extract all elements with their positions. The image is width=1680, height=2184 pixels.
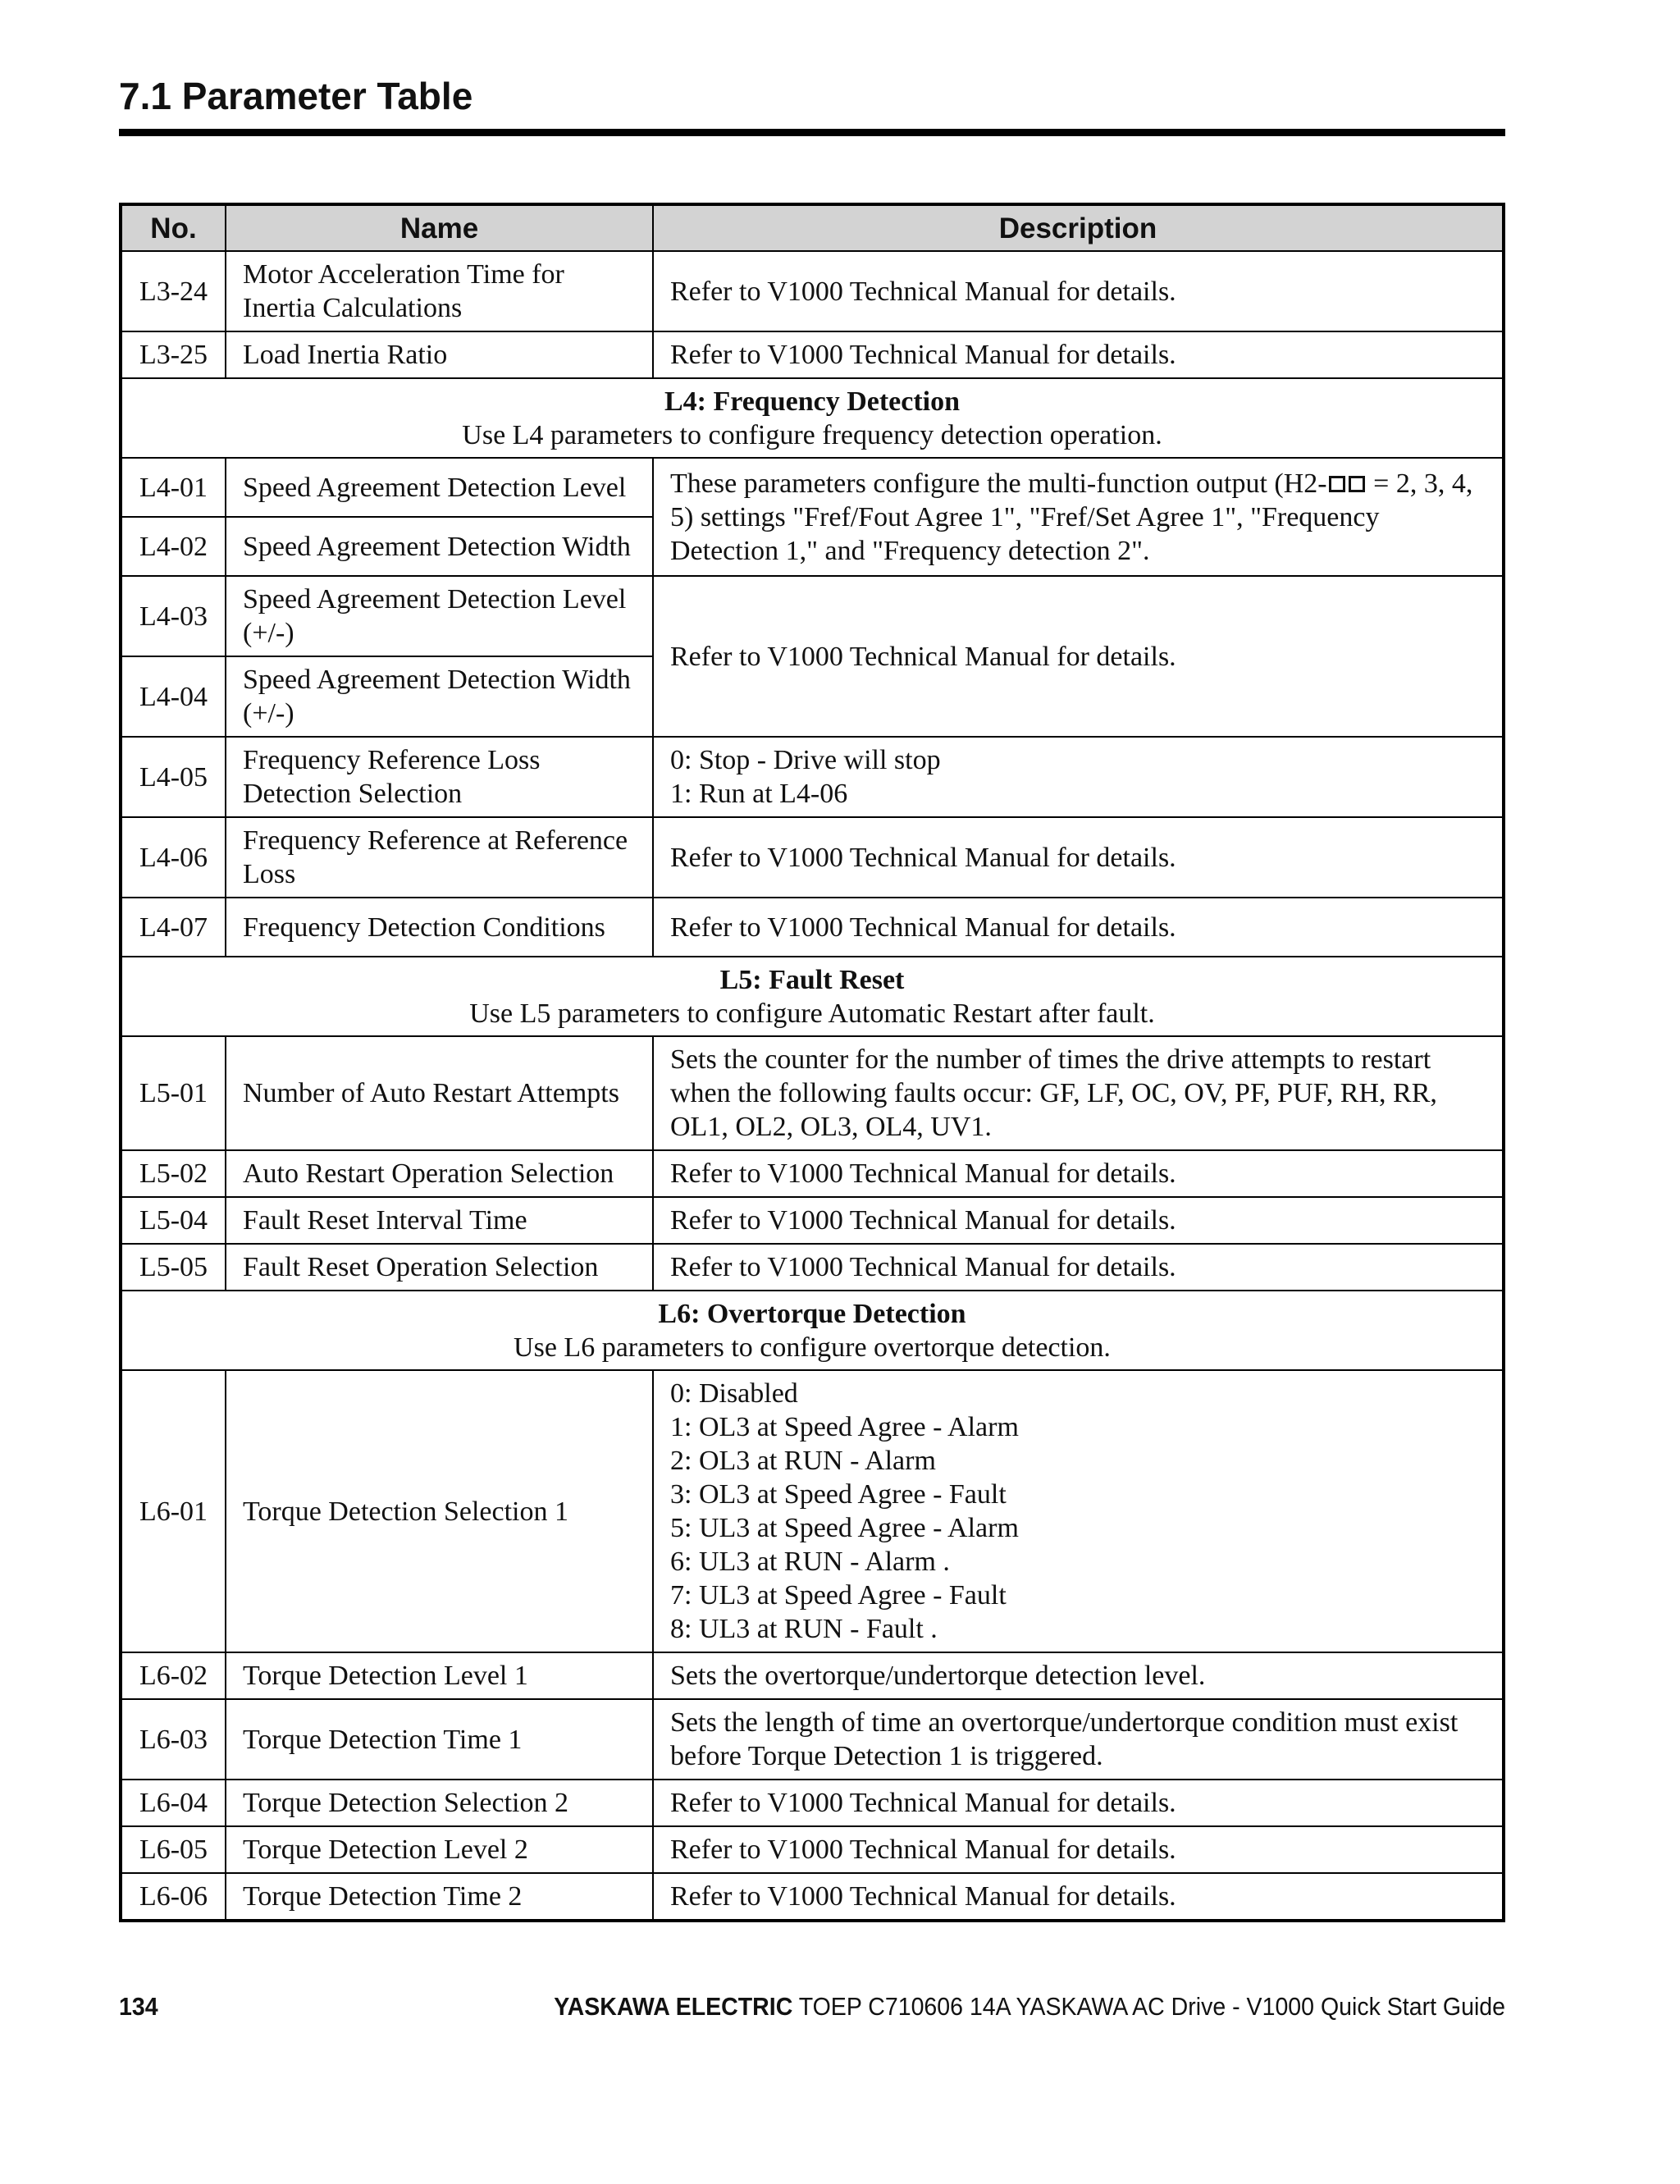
param-name: Torque Detection Level 1 (226, 1652, 653, 1699)
param-name: Frequency Reference at Reference Loss (226, 817, 653, 898)
group-header-row (121, 378, 1504, 458)
param-description: Refer to V1000 Technical Manual for details. (653, 576, 1504, 737)
param-description: Refer to V1000 Technical Manual for details. (653, 817, 1504, 898)
param-name: Fault Reset Interval Time (226, 1197, 653, 1244)
group-header-row (121, 1291, 1504, 1370)
table-row (121, 1652, 1504, 1699)
param-description: Refer to V1000 Technical Manual for details. (653, 898, 1504, 957)
param-name: Speed Agreement Detection Width (226, 517, 653, 576)
param-no: L4-05 (121, 737, 226, 817)
param-no: L4-07 (121, 898, 226, 957)
param-name: Torque Detection Time 2 (226, 1873, 653, 1921)
placeholder-box-icon (1329, 476, 1345, 492)
param-description: Refer to V1000 Technical Manual for details. (653, 1197, 1504, 1244)
table-row (121, 1780, 1504, 1826)
table-row (121, 1197, 1504, 1244)
param-name: Torque Detection Selection 2 (226, 1780, 653, 1826)
param-name: Number of Auto Restart Attempts (226, 1036, 653, 1150)
param-name: Frequency Reference Loss Detection Selection (226, 737, 653, 817)
group-description: Use L5 parameters to configure Automatic Restart after fault. (469, 998, 1155, 1029)
header-no: No. (121, 204, 226, 251)
param-name: Fault Reset Operation Selection (226, 1244, 653, 1291)
desc-line: 6: UL3 at RUN - Alarm . (670, 1547, 950, 1577)
group-title: L6: Overtorque Detection (658, 1298, 966, 1329)
param-no: L3-24 (121, 251, 226, 331)
group-header-l6 (121, 1291, 1504, 1370)
desc-line: 1: OL3 at Speed Agree - Alarm (670, 1412, 1019, 1442)
param-no: L5-05 (121, 1244, 226, 1291)
param-description: Refer to V1000 Technical Manual for details. (653, 1780, 1504, 1826)
footer-brand: YASKAWA ELECTRIC (554, 1992, 793, 2021)
param-name: Speed Agreement Detection Width (+/-) (226, 656, 653, 737)
param-description: Refer to V1000 Technical Manual for details. (653, 251, 1504, 331)
param-description: Sets the length of time an overtorque/undertorque condition must exist before Torque Detection 1 is triggered. (653, 1699, 1504, 1780)
param-name: Auto Restart Operation Selection (226, 1150, 653, 1197)
table-row (121, 1036, 1504, 1150)
table-row (121, 576, 1504, 656)
param-description: Refer to V1000 Technical Manual for details. (653, 1873, 1504, 1921)
desc-line: 0: Stop - Drive will stop (670, 745, 941, 775)
page-number: 134 (119, 1992, 158, 2021)
param-description: Sets the counter for the number of times the drive attempts to restart when the following faults occur: GF, LF, OC, OV, PF, PUF, RH, RR, OL1, OL2, OL3, OL4, UV1. (653, 1036, 1504, 1150)
group-description: Use L6 parameters to configure overtorque detection. (514, 1332, 1111, 1363)
group-header-l4 (121, 378, 1504, 458)
param-no: L4-01 (121, 458, 226, 517)
param-no: L6-01 (121, 1370, 226, 1652)
param-no: L4-02 (121, 517, 226, 576)
table-row (121, 1873, 1504, 1921)
table-header-row (121, 204, 1504, 251)
param-name: Motor Acceleration Time for Inertia Calculations (226, 251, 653, 331)
header-description: Description (653, 204, 1504, 251)
param-no: L5-02 (121, 1150, 226, 1197)
desc-text-part: These parameters configure the multi-function output (H2- (670, 468, 1327, 499)
param-no: L6-06 (121, 1873, 226, 1921)
desc-text-part: = 2, 3, 4, 5) settings "Fref/Fout Agree 1", "Fref/Set Agree 1", "Frequency Detection 1," and "Frequency detection 2". (670, 468, 1473, 566)
desc-line: 5: UL3 at Speed Agree - Alarm (670, 1513, 1019, 1543)
table-row (121, 898, 1504, 957)
param-no: L4-03 (121, 576, 226, 656)
param-name: Load Inertia Ratio (226, 331, 653, 378)
group-description: Use L4 parameters to configure frequency detection operation. (462, 419, 1162, 450)
param-description: Refer to V1000 Technical Manual for details. (653, 1244, 1504, 1291)
desc-line: 1: Run at L4-06 (670, 779, 848, 809)
table-row (121, 1370, 1504, 1652)
table-row (121, 331, 1504, 378)
parameter-table (119, 203, 1505, 1922)
param-no: L6-02 (121, 1652, 226, 1699)
param-description: Refer to V1000 Technical Manual for details. (653, 1826, 1504, 1873)
footer-doc-info (554, 1992, 1505, 2022)
placeholder-box-icon (1349, 476, 1365, 492)
param-no: L5-04 (121, 1197, 226, 1244)
param-name: Torque Detection Selection 1 (226, 1370, 653, 1652)
header-name: Name (226, 204, 653, 251)
table-row (121, 1699, 1504, 1780)
group-title: L4: Frequency Detection (664, 386, 961, 417)
desc-line: 3: OL3 at Speed Agree - Fault (670, 1479, 1007, 1510)
desc-line: 0: Disabled (670, 1378, 798, 1409)
group-header-row (121, 957, 1504, 1036)
param-no: L6-05 (121, 1826, 226, 1873)
param-description: Sets the overtorque/undertorque detection level. (653, 1652, 1504, 1699)
footer-doc-title: TOEP C710606 14A YASKAWA AC Drive - V1000 Quick Start Guide (792, 1992, 1506, 2021)
param-description: Refer to V1000 Technical Manual for details. (653, 331, 1504, 378)
page-footer (119, 1992, 1505, 2022)
param-no: L6-04 (121, 1780, 226, 1826)
param-description (653, 458, 1504, 576)
table-row (121, 1244, 1504, 1291)
param-description (653, 737, 1504, 817)
param-no: L4-06 (121, 817, 226, 898)
param-name: Frequency Detection Conditions (226, 898, 653, 957)
param-name: Torque Detection Level 2 (226, 1826, 653, 1873)
table-row (121, 251, 1504, 331)
desc-line: 8: UL3 at RUN - Fault . (670, 1614, 938, 1644)
group-header-l5 (121, 957, 1504, 1036)
param-name: Torque Detection Time 1 (226, 1699, 653, 1780)
param-name: Speed Agreement Detection Level (226, 458, 653, 517)
table-row (121, 1826, 1504, 1873)
desc-line: 7: UL3 at Speed Agree - Fault (670, 1580, 1007, 1611)
param-no: L6-03 (121, 1699, 226, 1780)
table-row (121, 1150, 1504, 1197)
section-title: 7.1 Parameter Table (119, 75, 473, 117)
param-no: L5-01 (121, 1036, 226, 1150)
param-no: L4-04 (121, 656, 226, 737)
param-no: L3-25 (121, 331, 226, 378)
table-row (121, 458, 1504, 517)
table-row (121, 817, 1504, 898)
param-name: Speed Agreement Detection Level (+/-) (226, 576, 653, 656)
param-description (653, 1370, 1504, 1652)
group-title: L5: Fault Reset (719, 964, 905, 995)
table-row (121, 737, 1504, 817)
param-description: Refer to V1000 Technical Manual for details. (653, 1150, 1504, 1197)
title-rule (119, 129, 1505, 136)
desc-line: 2: OL3 at RUN - Alarm (670, 1446, 936, 1476)
